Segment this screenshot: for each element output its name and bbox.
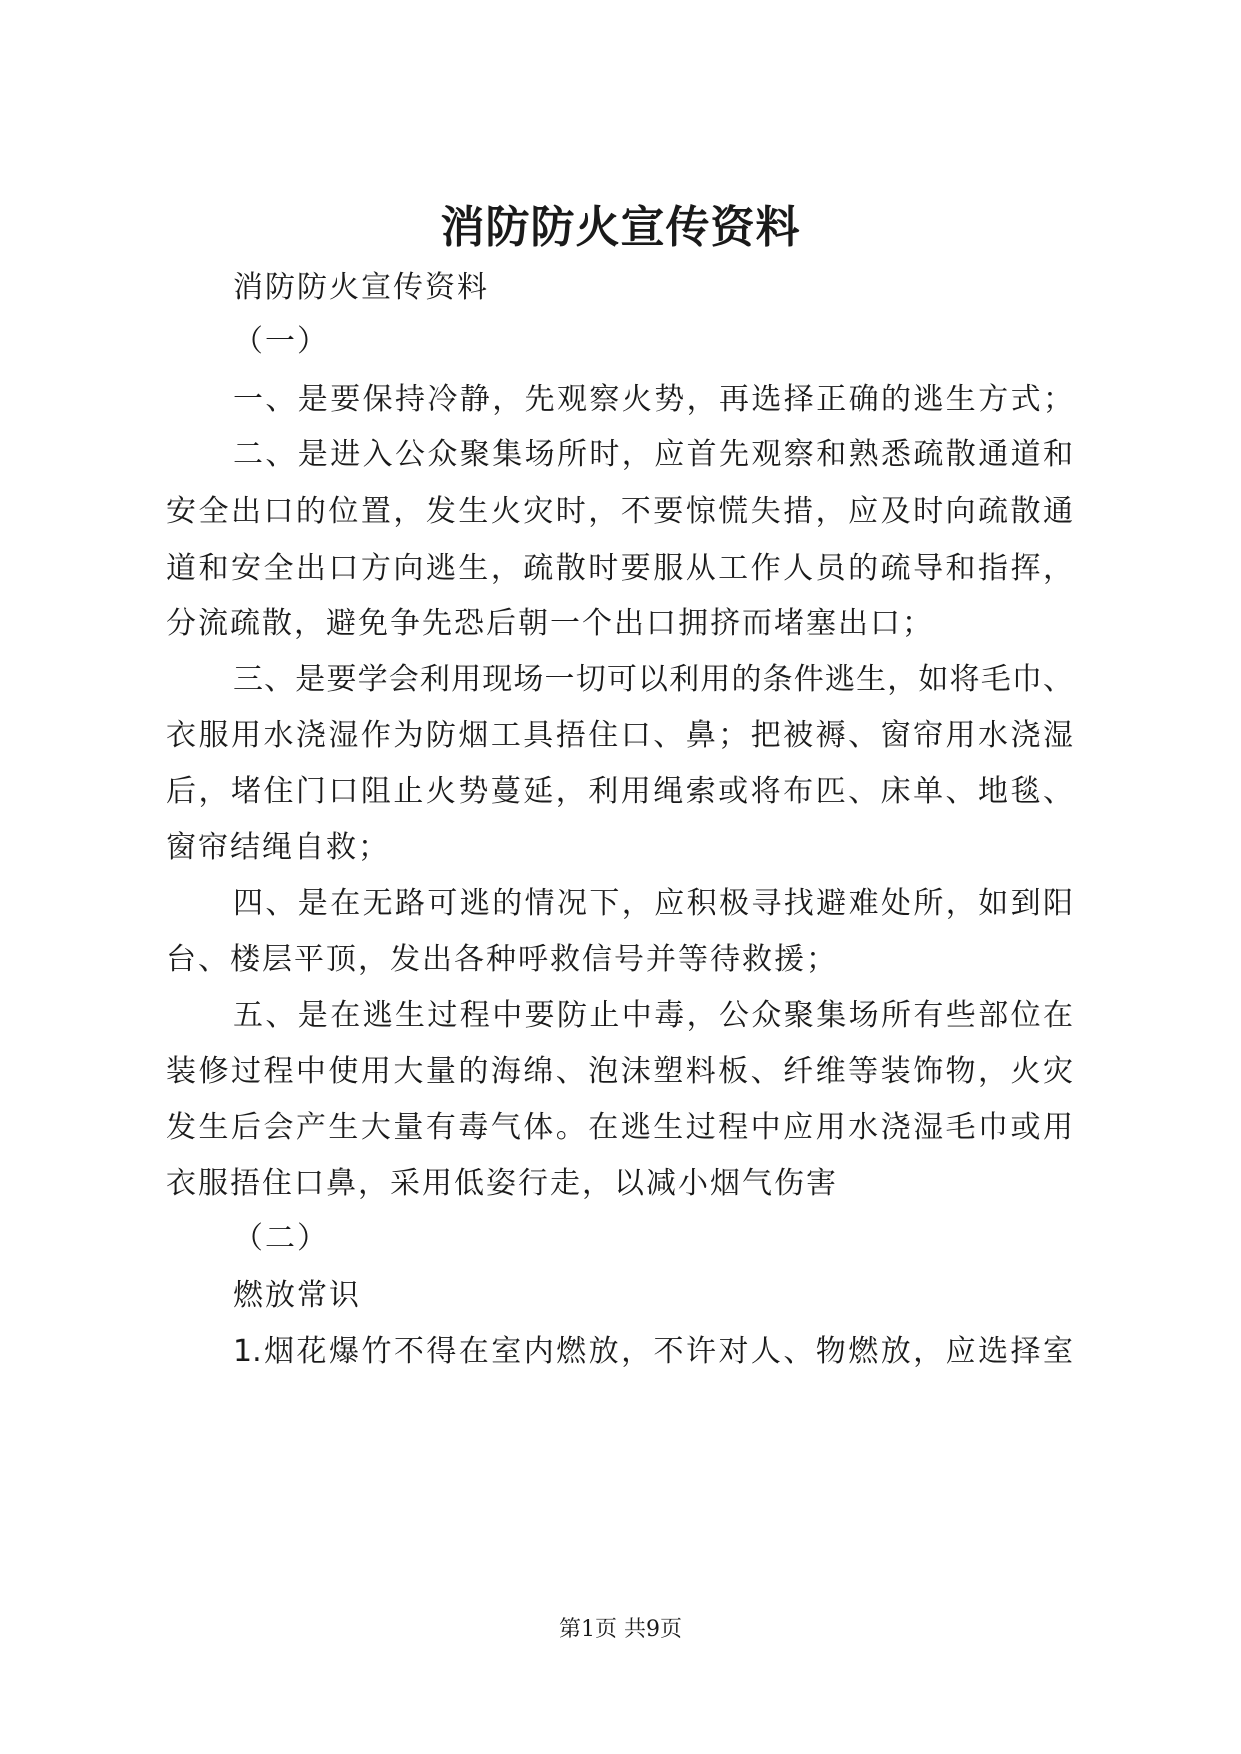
paragraph-line: 装修过程中使用大量的海绵、泡沫塑料板、纤维等装饰物，火灾 <box>166 1054 1073 1089</box>
section-heading-1: （一） <box>233 324 329 359</box>
page-number-footer: 第1页 共9页 <box>559 1617 682 1642</box>
paragraph-line: 五、是在逃生过程中要防止中毒，公众聚集场所有些部位在 <box>233 998 1073 1033</box>
paragraph-line: 1.烟花爆竹不得在室内燃放，不许对人、物燃放，应选择室 <box>233 1334 1073 1369</box>
paragraph-line: 窗帘结绳自救； <box>166 830 390 865</box>
subsection-heading: 燃放常识 <box>233 1278 361 1313</box>
paragraph-line: 台、楼层平顶，发出各种呼救信号并等待救援； <box>166 942 838 977</box>
paragraph-line: 后，堵住门口阻止火势蔓延，利用绳索或将布匹、床单、地毯、 <box>166 774 1073 809</box>
paragraph-line: 三、是要学会利用现场一切可以利用的条件逃生，如将毛巾、 <box>233 662 1073 697</box>
paragraph-line: 衣服用水浇湿作为防烟工具捂住口、鼻；把被褥、窗帘用水浇湿 <box>166 718 1073 753</box>
paragraph-line: 发生后会产生大量有毒气体。在逃生过程中应用水浇湿毛巾或用 <box>166 1110 1073 1145</box>
paragraph-line: 一、是要保持冷静，先观察火势，再选择正确的逃生方式； <box>233 382 1073 417</box>
subtitle-line: 消防防火宣传资料 <box>233 270 489 305</box>
paragraph-line: 安全出口的位置，发生火灾时，不要惊慌失措，应及时向疏散通 <box>166 494 1073 529</box>
section-heading-2: （二） <box>233 1221 329 1256</box>
paragraph-line: 分流疏散，避免争先恐后朝一个出口拥挤而堵塞出口； <box>166 606 934 641</box>
paragraph-line: 衣服捂住口鼻，采用低姿行走，以减小烟气伤害 <box>166 1166 838 1201</box>
paragraph-line: 道和安全出口方向逃生，疏散时要服从工作人员的疏导和指挥， <box>166 551 1073 586</box>
document-title: 消防防火宣传资料 <box>440 202 801 253</box>
paragraph-line: 四、是在无路可逃的情况下，应积极寻找避难处所，如到阳 <box>233 886 1073 921</box>
paragraph-line: 二、是进入公众聚集场所时，应首先观察和熟悉疏散通道和 <box>233 437 1073 472</box>
